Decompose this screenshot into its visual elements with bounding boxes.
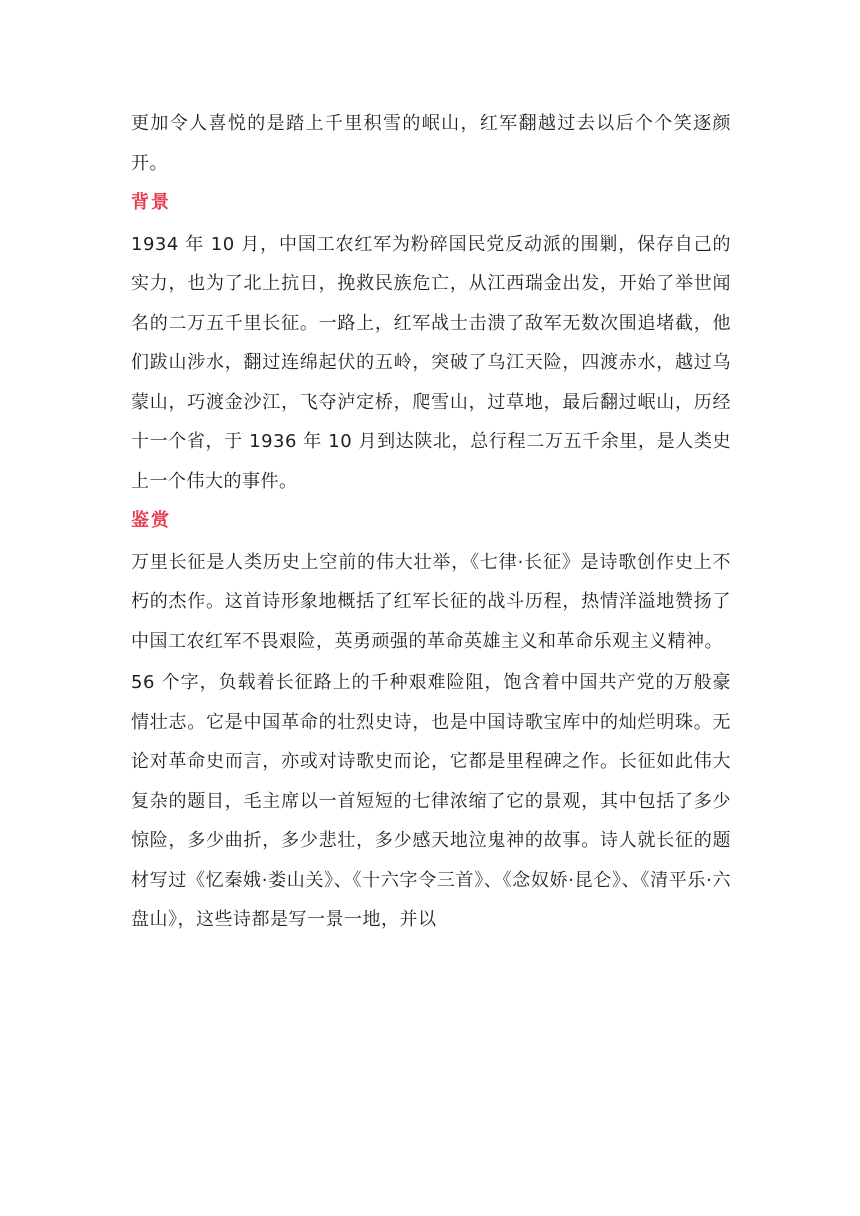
appreciation-paragraph-1: 万里长征是人类历史上空前的伟大壮举，《七律·长征》是诗歌创作史上不朽的杰作。这首诗形象地概括了红军长征的战斗历程，热情洋溢地赞扬了中国工农红军不畏艰险，英勇顽强的革命英雄主义和革命乐观主义精神。 [131, 551, 731, 652]
appreciation-paragraph-2: 56 个字，负载着长征路上的千种艰难险阻，饱含着中国共产党的万般豪情壮志。它是中国革命的壮烈史诗，也是中国诗歌宝库中的灿烂明珠。无论对革命史而言，亦或对诗歌史而论，它都是里程碑之作。长征如此伟大复杂的题目，毛主席以一首短短的七律浓缩了它的景观，其中包括了多少惊险，多少曲折，多少悲壮，多少感天地泣鬼神的故事。诗人就长征的题材写过《忆秦娥·娄山关》、《十六字令三首》、《念奴娇·昆仑》、《清平乐·六盘山》，这些诗都是写一景一地，并以 [131, 672, 731, 930]
intro-paragraph: 更加令人喜悦的是踏上千里积雪的岷山，红军翻越过去以后个个笑逐颜开。 [131, 113, 731, 174]
background-paragraph: 1934 年 10 月，中国工农红军为粉碎国民党反动派的围剿，保存自己的实力，也为了北上抗日，挽救民族危亡，从江西瑞金出发，开始了举世闻名的二万五千里长征。一路上，红军战士击溃了敌军无数次围追堵截，他们跋山涉水，翻过连绵起伏的五岭，突破了乌江天险，四渡赤水，越过乌蒙山，巧渡金沙江，飞夺泸定桥，爬雪山，过草地，最后翻过岷山，历经十一个省，于 1936 年 10 月到达陕北，总行程二万五千余里，是人类史上一个伟大的事件。 [131, 233, 731, 492]
section-heading-background: 背景 [131, 192, 171, 213]
document-page [131, 104, 731, 940]
section-heading-appreciation: 鉴赏 [131, 510, 171, 531]
